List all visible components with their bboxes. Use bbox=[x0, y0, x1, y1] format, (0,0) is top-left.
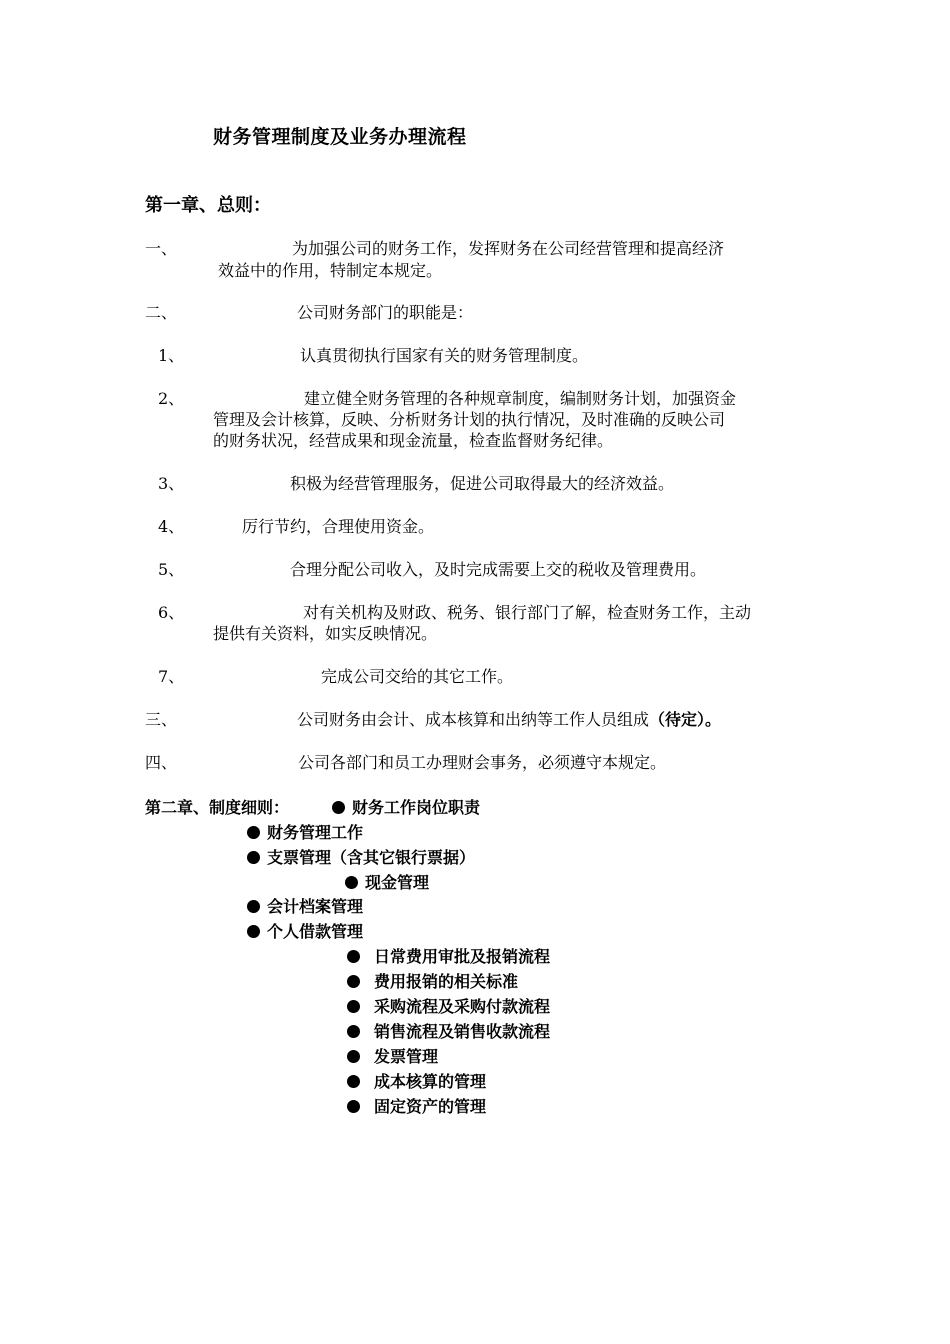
duty-2-text-cont2: 的财务状况，经营成果和现金流量，检查监督财务纪律。 bbox=[213, 431, 614, 450]
duty-4-text: 厉行节约，合理使用资金。 bbox=[242, 517, 435, 536]
duty-5-number: 5、 bbox=[158, 560, 185, 579]
bullet-icon bbox=[347, 1025, 360, 1038]
bullet-text: 财务工作岗位职责 bbox=[352, 798, 481, 817]
duty-7-text: 完成公司交给的其它工作。 bbox=[321, 667, 514, 686]
chapter-1-heading: 第一章、总则： bbox=[145, 195, 271, 216]
bullet-text: 日常费用审批及报销流程 bbox=[374, 947, 551, 966]
bullet-icon bbox=[347, 975, 360, 988]
bullet-text: 支票管理（含其它银行票据） bbox=[267, 848, 476, 867]
bullet-icon bbox=[347, 1050, 360, 1063]
duty-6-number: 6、 bbox=[158, 603, 185, 622]
bullet-item bbox=[332, 795, 480, 818]
bullet-item bbox=[347, 994, 550, 1017]
bullet-text: 发票管理 bbox=[374, 1047, 439, 1066]
bullet-text: 采购流程及采购付款流程 bbox=[374, 997, 551, 1016]
bullet-item bbox=[347, 1019, 550, 1042]
bullet-icon bbox=[347, 1075, 360, 1088]
duty-4-number: 4、 bbox=[158, 517, 185, 536]
bullet-item bbox=[347, 969, 518, 992]
bullet-text: 固定资产的管理 bbox=[374, 1097, 487, 1116]
bullet-icon bbox=[347, 950, 360, 963]
bullet-text: 财务管理工作 bbox=[267, 823, 364, 842]
item-3-number: 三、 bbox=[145, 710, 178, 729]
item-1-number: 一、 bbox=[145, 239, 178, 258]
bullet-text: 个人借款管理 bbox=[267, 922, 364, 941]
item-3-text-bold: （待定）。 bbox=[649, 710, 722, 729]
duty-2-number: 2、 bbox=[158, 389, 185, 408]
bullet-item bbox=[347, 1044, 438, 1067]
chapter-2-heading: 第二章、制度细则： bbox=[145, 798, 290, 817]
bullet-item bbox=[247, 894, 363, 917]
duty-2-text: 建立健全财务管理的各种规章制度，编制财务计划，加强资金 bbox=[304, 389, 737, 408]
bullet-item bbox=[247, 919, 363, 942]
bullet-text: 成本核算的管理 bbox=[374, 1072, 487, 1091]
duty-3-text: 积极为经营管理服务，促进公司取得最大的经济效益。 bbox=[290, 474, 675, 493]
bullet-item bbox=[247, 820, 363, 843]
document-title: 财务管理制度及业务办理流程 bbox=[213, 126, 467, 148]
item-4-text: 公司各部门和员工办理财会事务，必须遵守本规定。 bbox=[298, 753, 667, 772]
bullet-item bbox=[347, 1069, 486, 1092]
item-2-text: 公司财务部门的职能是： bbox=[297, 303, 474, 322]
item-4-number: 四、 bbox=[145, 753, 178, 772]
duty-6-text-cont: 提供有关资料，如实反映情况。 bbox=[213, 624, 438, 643]
duty-1-text: 认真贯彻执行国家有关的财务管理制度。 bbox=[300, 346, 589, 365]
bullet-text: 现金管理 bbox=[365, 873, 430, 892]
bullet-text: 会计档案管理 bbox=[267, 897, 364, 916]
item-2-number: 二、 bbox=[145, 303, 178, 322]
item-3-text bbox=[297, 707, 721, 730]
bullet-item bbox=[345, 870, 429, 893]
bullet-icon bbox=[332, 801, 345, 814]
item-3-text-main: 公司财务由会计、成本核算和出纳等工作人员组成 bbox=[297, 710, 650, 729]
item-1-text-cont: 效益中的作用，特制定本规定。 bbox=[218, 261, 443, 280]
bullet-item bbox=[347, 1094, 486, 1117]
bullet-item bbox=[347, 944, 550, 967]
duty-6-text: 对有关机构及财政、税务、银行部门了解，检查财务工作，主动 bbox=[303, 603, 752, 622]
bullet-icon bbox=[247, 826, 260, 839]
bullet-icon bbox=[345, 876, 358, 889]
bullet-icon bbox=[347, 1000, 360, 1013]
duty-2-text-cont1: 管理及会计核算，反映、分析财务计划的执行情况，及时准确的反映公司 bbox=[213, 410, 726, 429]
item-1-text: 为加强公司的财务工作，发挥财务在公司经营管理和提高经济 bbox=[292, 239, 725, 258]
bullet-icon bbox=[347, 1100, 360, 1113]
duty-7-number: 7、 bbox=[158, 667, 185, 686]
duty-3-number: 3、 bbox=[158, 474, 185, 493]
bullet-text: 费用报销的相关标准 bbox=[374, 972, 519, 991]
duty-1-number: 1、 bbox=[158, 346, 185, 365]
bullet-text: 销售流程及销售收款流程 bbox=[374, 1022, 551, 1041]
bullet-item bbox=[247, 845, 475, 868]
duty-5-text: 合理分配公司收入，及时完成需要上交的税收及管理费用。 bbox=[290, 560, 707, 579]
bullet-icon bbox=[247, 851, 260, 864]
bullet-icon bbox=[247, 925, 260, 938]
bullet-icon bbox=[247, 900, 260, 913]
